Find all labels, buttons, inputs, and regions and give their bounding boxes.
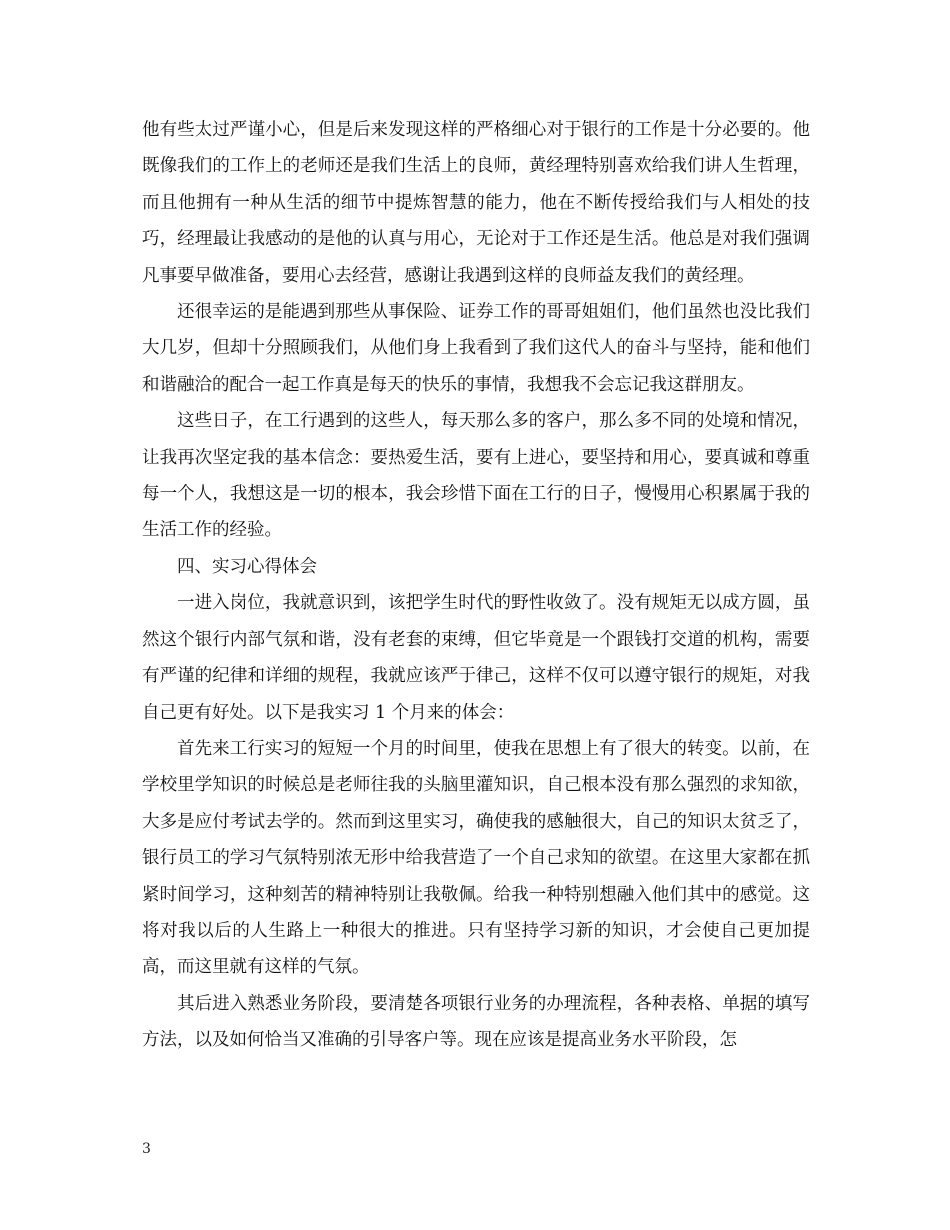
- section-heading: 四、实习心得体会: [177, 556, 317, 577]
- paragraph-first-month: 首先来工行实习的短短一个月的时间里，使我在思想上有了很大的转变。以前，在学校里学知识的时候总是老师往我的头脑里灌知识，自己根本没有那么强烈的求知欲，大多是应付考试去学的。然而到这里实习，确使我的感触很大，自己的知识太贫乏了，银行员工的学习气氛特别浓无形中给我营造了一个自己求知的欲望。在这里大家都在抓紧时间学习，这种刻苦的精神特别让我敬佩。给我一种特别想融入他们其中的感觉。这将对我以后的人生路上一种很大的推进。只有坚持学习新的知识，才会使自己更加提高，而这里就有这样的气氛。: [142, 738, 810, 978]
- paragraph-colleagues: 还很幸运的是能遇到那些从事保险、证券工作的哥哥姐姐们，他们虽然也没比我们大几岁，但却十分照顾我们，从他们身上我看到了我们这代人的奋斗与坚持，能和他们和谐融洽的配合一起工作真是每天的快乐的事情，我想我不会忘记我这群朋友。: [142, 302, 810, 395]
- page-number: 3: [142, 1141, 151, 1157]
- paragraph-business-stage: 其后进入熟悉业务阶段，要清楚各项银行业务的办理流程，各种表格、单据的填写方法，以及如何恰当又准确的引导客户等。现在应该是提高业务水平阶段，怎: [142, 993, 810, 1051]
- paragraph-continuation: 他有些太过严谨小心，但是后来发现这样的严格细心对于银行的工作是十分必要的。他既像我们的工作上的老师还是我们生活上的良师，黄经理特别喜欢给我们讲人生哲理，而且他拥有一种从生活的细节中提炼智慧的能力，他在不断传授给我们与人相处的技巧，经理最让我感动的是他的认真与用心，无论对于工作还是生活。他总是对我们强调凡事要早做准备，要用心去经营，感谢让我遇到这样的良师益友我们的黄经理。: [142, 120, 810, 286]
- document-body: [142, 112, 810, 1059]
- paragraph-beliefs: 这些日子，在工行遇到的这些人，每天那么多的客户，那么多不同的处境和情况，让我再次坚定我的基本信念：要热爱生活，要有上进心，要坚持和用心，要真诚和尊重每一个人，我想这是一切的根本，我会珍惜下面在工行的日子，慢慢用心积累属于我的生活工作的经验。: [142, 411, 810, 541]
- paragraph-entering-post: 一进入岗位，我就意识到，该把学生时代的野性收敛了。没有规矩无以成方圆，虽然这个银行内部气氛和谐，没有老套的束缚，但它毕竟是一个跟钱打交道的机构，需要有严谨的纪律和详细的规程，我就应该严于律己，这样不仅可以遵守银行的规矩，对我自己更有好处。以下是我实习 1 个月来的体会：: [142, 593, 810, 723]
